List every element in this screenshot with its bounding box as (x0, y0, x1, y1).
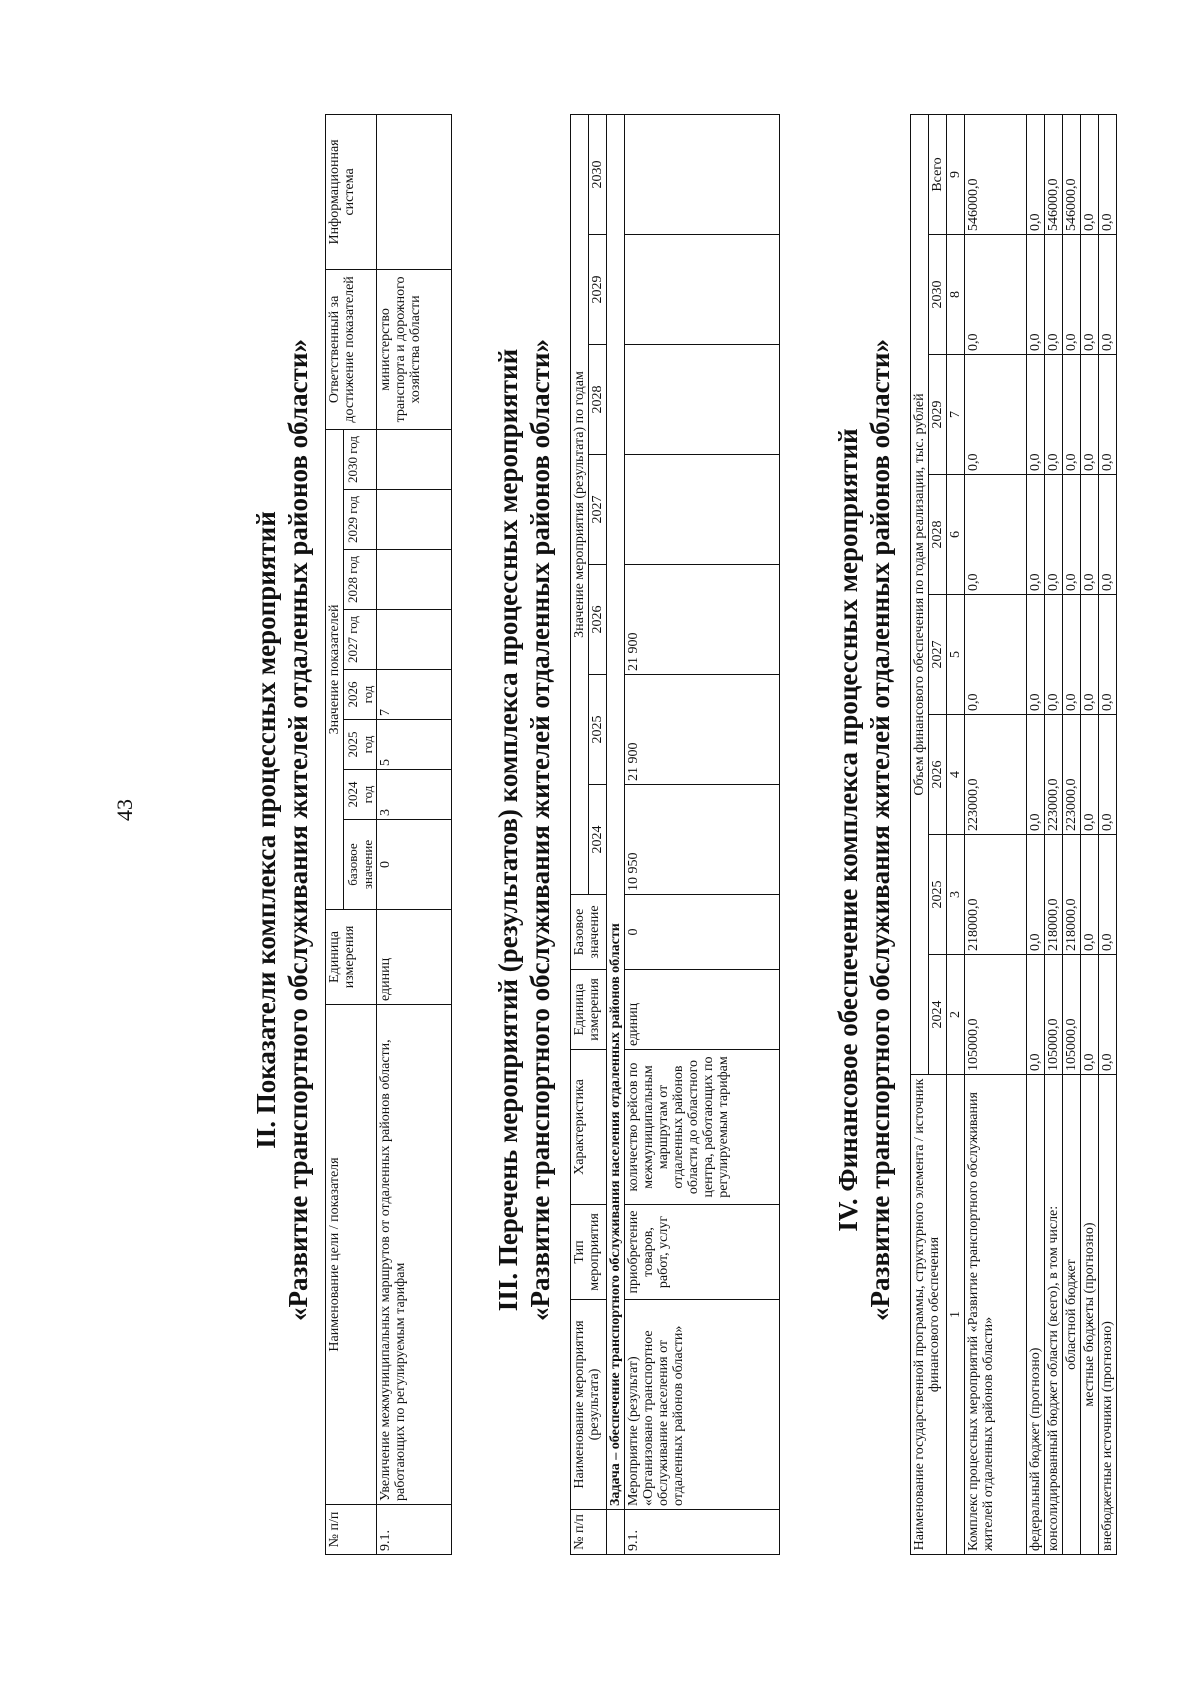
table-row: Комплекс процессных мероприятий «Развитие транспортного обслуживания жителей отдаленных районов области» 105000,0 218000,0 223000,0 0,0 0,0 0,0 0,0 546000,0 (965, 114, 1027, 1554)
col-2028-header: 2028 (589, 345, 607, 455)
col-year-header: 2025 (929, 835, 947, 955)
col-2027-header: 2027 год (344, 610, 377, 670)
col-year-header: 2028 (929, 475, 947, 595)
col-type-header: Тип мероприятия (571, 1205, 607, 1300)
table-row: консолидированный бюджет области (всего), в том числе: 105000,0 218000,0 223000,0 0,0 0,0 0,0 0,0 546000,0 (1045, 114, 1063, 1554)
row-num: 9.1. (625, 1510, 780, 1555)
section-4 (832, 90, 896, 1570)
col-2030-header: 2030 (589, 115, 607, 235)
col-2026-header: 2026 (589, 565, 607, 675)
col-characteristic-header: Характеристика (571, 1050, 607, 1205)
col-total-header: Всего (929, 114, 947, 234)
table-row: внебюджетные источники (прогнозно) 0,0 0,0 0,0 0,0 0,0 0,0 0,0 0,0 (1099, 114, 1117, 1554)
col-year-header: 2024 (929, 955, 947, 1075)
row-2026: 7 (377, 670, 452, 720)
row-responsible: министерство транспорта и дорожного хозяйства области (377, 269, 452, 429)
row-unit: единиц (625, 970, 780, 1050)
row-name: Мероприятие (результат) «Организовано транспортное обслуживание населения от отдаленных районов области» (625, 1300, 780, 1510)
section-2-title-line2: «Развитие транспортного обслуживания жителей отдаленных районов области» (283, 339, 313, 1321)
col-year-header: 2027 (929, 595, 947, 715)
col-year-header: 2029 (929, 355, 947, 475)
section-2 (250, 90, 314, 1570)
table-row: местные бюджеты (прогнозно) 0,0 0,0 0,0 0,0 0,0 0,0 0,0 0,0 (1081, 114, 1099, 1554)
indicators-table (325, 114, 452, 1555)
section-3-title-line2: «Развитие транспортного обслуживания жителей отдаленных районов области» (525, 339, 555, 1321)
row-name: Увеличение межмуниципальных маршрутов от отдаленных районов области, работающих по регулируемым тарифам (377, 1005, 452, 1505)
col-2027-header: 2027 (589, 455, 607, 565)
col-2026-header: 2026 год (344, 670, 377, 720)
row-2026: 21 900 (625, 565, 780, 675)
row-num: 9.1. (377, 1505, 452, 1555)
row-characteristic: количество рейсов по межмуниципальным маршрутам от отдаленных районов области до областного центра, работающих по регулируемым тарифам (625, 1050, 780, 1205)
col-2030-header: 2030 год (344, 429, 377, 489)
task-row: Задача – обеспечение транспортного обслуживания населения отдаленных районов области (607, 115, 625, 1510)
col-info-system-header: Информационная система (326, 114, 377, 269)
table-row (377, 114, 452, 1554)
row-2025: 21 900 (625, 675, 780, 785)
row-2024: 3 (377, 770, 452, 820)
col-2025-header: 2025 (589, 675, 607, 785)
table-row: федеральный бюджет (прогнозно) 0,0 0,0 0,0 0,0 0,0 0,0 0,0 0,0 (1027, 114, 1045, 1554)
col-2025-header: 2025 год (344, 720, 377, 770)
section-4-title-line1: IV. Финансовое обеспечение комплекса процессных мероприятий (833, 428, 863, 1232)
finance-group-header: Объем финансового обеспечения по годам реализации, тыс. рублей (911, 114, 929, 1074)
row-base: 0 (377, 820, 452, 910)
page-number: 43 (112, 799, 137, 821)
col-year-header: 2026 (929, 715, 947, 835)
col-name-header: Наименование мероприятия (результата) (571, 1300, 607, 1510)
section-3-title-line1: III. Перечень мероприятий (результатов) комплекса процессных мероприятий (493, 348, 523, 1312)
row-base: 0 (625, 895, 780, 970)
col-2024-header: 2024 год (344, 770, 377, 820)
col-year-header: 2030 (929, 235, 947, 355)
section-4-title-line2: «Развитие транспортного обслуживания жителей отдаленных районов области» (865, 339, 895, 1321)
col-2029-header: 2029 год (344, 490, 377, 550)
col-unit-header: Единица измерения (326, 910, 377, 1005)
table-row (625, 115, 780, 1555)
col-base-header: Базовое значение (571, 895, 607, 970)
col-name-header: Наименование государственной программы, структурного элемента / источник финансового обеспечения (911, 1075, 947, 1555)
col-responsible-header: Ответственный за достижение показателей (326, 269, 377, 429)
finance-table (910, 114, 1117, 1555)
col-2029-header: 2029 (589, 235, 607, 345)
values-group-header: Значение показателей (326, 429, 344, 909)
col-num-header: № п/п (326, 1505, 377, 1555)
index-row: 1 2 3 4 5 6 7 8 9 (947, 114, 965, 1554)
table-row: областной бюджет 105000,0 218000,0 223000,0 0,0 0,0 0,0 0,0 546000,0 (1063, 114, 1081, 1554)
col-unit-header: Единица измерения (571, 970, 607, 1050)
rotated-landscape-page (230, 90, 1190, 1570)
values-group-header: Значение мероприятия (результата) по годам (571, 115, 589, 895)
row-type: приобретение товаров, работ, услуг (625, 1205, 780, 1300)
col-2024-header: 2024 (589, 785, 607, 895)
measures-table (570, 114, 780, 1555)
col-2028-header: 2028 год (344, 550, 377, 610)
row-unit: единиц (377, 910, 452, 1005)
row-2024: 10 950 (625, 785, 780, 895)
col-name-header: Наименование цели / показателя (326, 1005, 377, 1505)
col-base-header: базовое значение (344, 820, 377, 910)
section-2-title-line1: II. Показатели комплекса процессных мероприятий (251, 511, 281, 1149)
section-3 (492, 90, 556, 1570)
col-num-header: № п/п (571, 1510, 607, 1555)
row-2025: 5 (377, 720, 452, 770)
